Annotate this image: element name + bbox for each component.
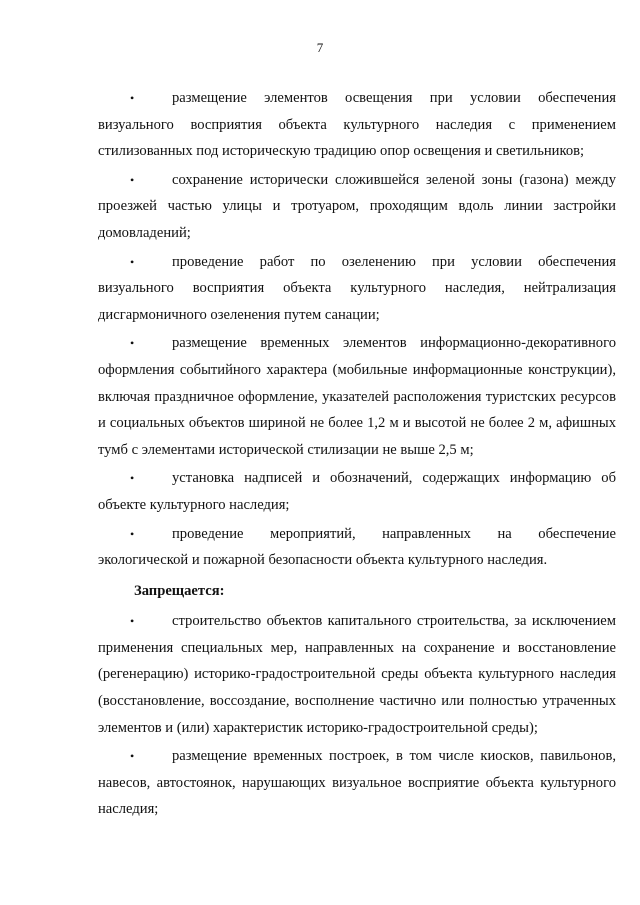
prohibited-list xyxy=(98,608,616,823)
list-item xyxy=(98,85,616,165)
list-item-text: размещение временных построек, в том числе киосков, павильонов, навесов, автостоянок, нарушающих визуальное восприятие объекта культурного наследия; xyxy=(98,748,616,818)
list-item xyxy=(98,521,616,574)
list-item xyxy=(98,465,616,518)
bullet-icon: • xyxy=(130,336,135,351)
list-item-text: установка надписей и обозначений, содержащих информацию об объекте культурного наследия; xyxy=(98,470,616,513)
list-item-text: проведение мероприятий, направленных на обеспечение экологической и пожарной безопасности объекта культурного наследия. xyxy=(98,525,616,569)
list-item-text: размещение временных элементов информационно-декоративного оформления событийного характера (мобильные информационные конструкции), включая праздничное оформление, указателей расположения туристских ресурсов и социальных объектов шириной не более 1,2 м и высотой не более 2 м, афишных тумб с элементами исторической стилизации не выше 2,5 м; xyxy=(98,335,616,458)
bullet-icon: • xyxy=(130,471,135,486)
bullet-icon: • xyxy=(130,526,135,541)
list-item xyxy=(98,167,616,247)
list-item xyxy=(98,330,616,463)
bullet-icon: • xyxy=(130,749,135,764)
list-item-text: сохранение исторически сложившейся зеленой зоны (газона) между проезжей частью улицы и тротуаром, проходящим вдоль линии застройки домовладений; xyxy=(98,171,616,241)
bullet-icon: • xyxy=(130,91,135,105)
list-item-text: размещение элементов освещения при условии обеспечения визуального восприятия объекта культурного наследия с применением стилизованных под историческую традицию опор освещения и светильников; xyxy=(98,90,616,160)
bullet-icon: • xyxy=(130,172,135,187)
permitted-list xyxy=(98,85,616,574)
document-body xyxy=(98,85,616,825)
bullet-icon: • xyxy=(130,254,135,269)
list-item xyxy=(98,249,616,329)
list-item-text: проведение работ по озеленению при условии обеспечения визуального восприятия объекта культурного наследия, нейтрализация дисгармоничного озеленения путем санации; xyxy=(98,253,616,323)
page-number: 7 xyxy=(316,40,324,55)
bullet-icon: • xyxy=(130,614,135,629)
section-heading: Запрещается: xyxy=(134,582,225,599)
list-item xyxy=(98,743,616,823)
list-item xyxy=(98,608,616,741)
list-item-text: строительство объектов капитального строительства, за исключением применения специальных мер, направленных на сохранение и восстановление (регенерацию) историко-градостроительной среды объекта культурного наследия (восстановление, воссоздание, восполнение частично или полностью утраченных элементов и (или) характеристик историко-градостроительной среды); xyxy=(98,613,616,736)
